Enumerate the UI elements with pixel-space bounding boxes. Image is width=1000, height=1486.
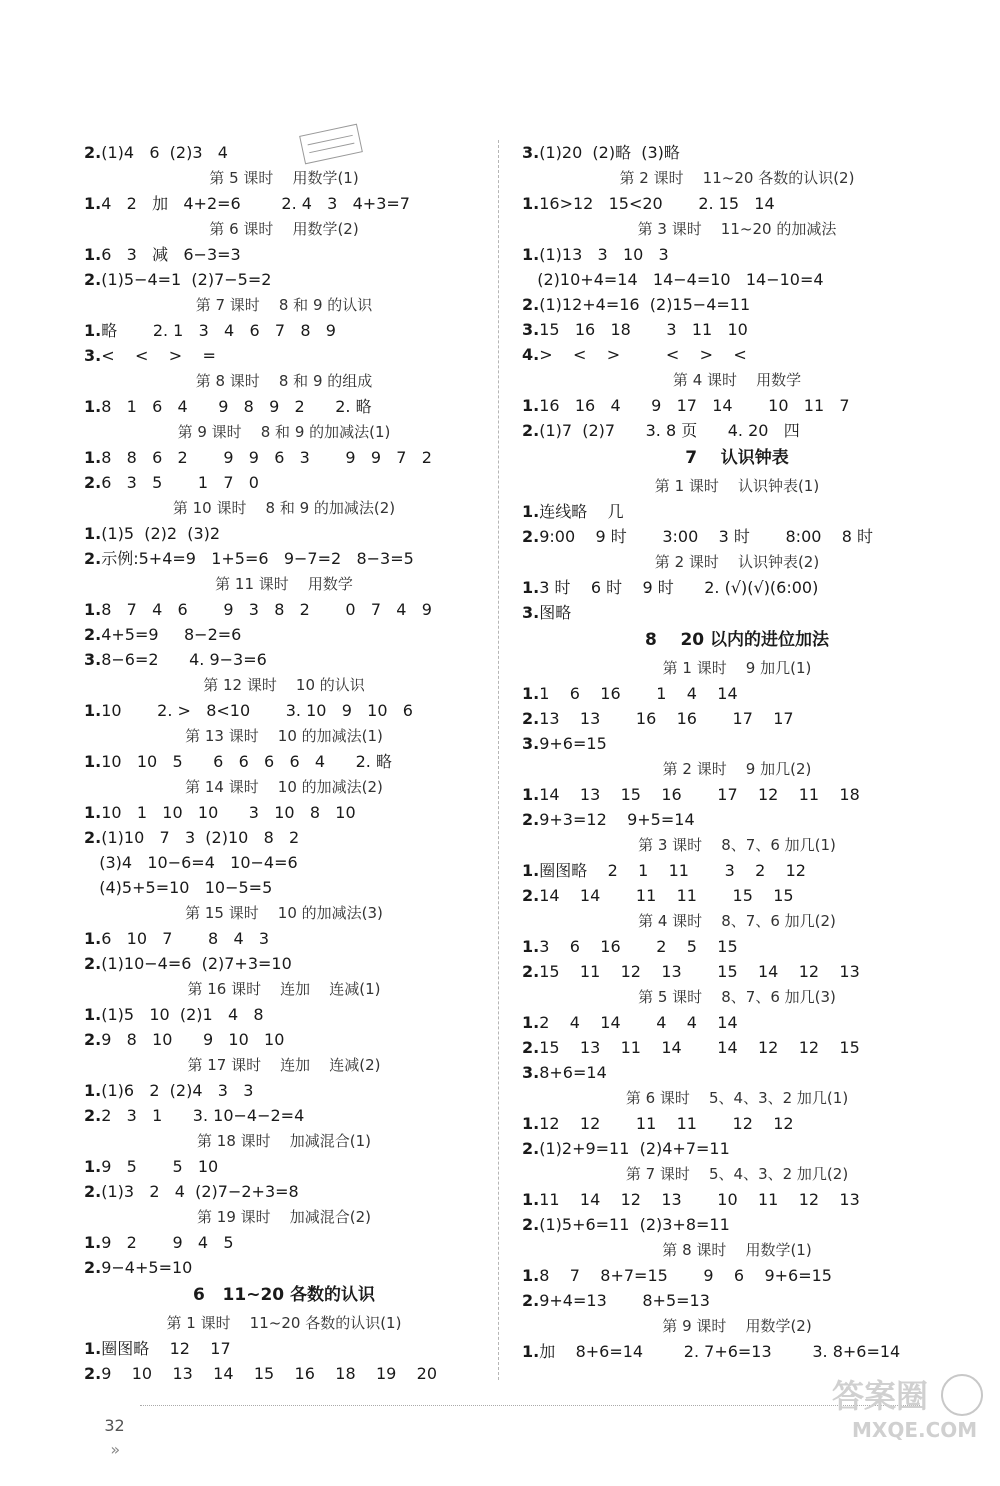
answer-line [522,782,952,807]
answer-text: 9+3=12 9+5=14 [539,810,695,829]
answer-line [522,1339,952,1364]
question-number: 2. [522,527,540,546]
answer-line [522,858,952,883]
lesson-heading: 第 5 课时 8、7、6 加几(3) [638,988,836,1006]
footer-dotted-rule [140,1405,920,1406]
answer-line [84,597,484,622]
answer-line [522,267,952,292]
lesson-heading: 第 9 课时 用数学(2) [662,1317,812,1335]
answer-text: 9:00 9 时 3:00 3 时 8:00 8 时 [539,527,874,546]
question-number: 2. [522,962,540,981]
question-number: 1. [522,1190,540,1209]
answer-line [522,242,952,267]
answer-line [522,292,952,317]
answer-line [522,807,952,832]
answer-text: 16>12 15<20 2. 15 14 [539,194,775,213]
lesson-heading: 第 1 课时 11~20 各数的认识(1) [166,1314,402,1332]
answer-text: 2 4 14 4 4 14 [539,1013,738,1032]
question-number: 1. [522,245,540,264]
answer-text: 2 3 1 3. 10−4−2=4 [101,1106,305,1125]
unit-heading: 7 认识钟表 [685,448,789,468]
answer-line [84,318,484,343]
lesson-heading: 第 1 课时 认识钟表(1) [654,477,820,495]
answer-text: (1)20 (2)略 (3)略 [539,143,680,162]
answer-text: 加 8+6=14 2. 7+6=13 3. 8+6=14 [539,1342,901,1361]
answer-line [84,191,484,216]
question-number: 2. [84,1106,102,1125]
answer-line [84,546,484,571]
answer-line [84,267,484,292]
answer-text: 11 14 12 13 10 11 12 13 [539,1190,860,1209]
answer-line [522,1010,952,1035]
answer-line [522,575,952,600]
lesson-heading: 第 17 课时 连加 连减(2) [187,1056,381,1074]
lesson-heading: 第 9 课时 8 和 9 的加减法(1) [177,423,391,441]
question-number: 1. [522,502,540,521]
question-number: 1. [522,1342,540,1361]
answer-text: 16 16 4 9 17 14 10 11 7 [539,396,850,415]
answer-line [84,698,484,723]
lesson-heading: 第 11 课时 用数学 [215,575,353,593]
question-number: 1. [522,1266,540,1285]
question-number: 2. [522,709,540,728]
lesson-heading: 第 8 课时 用数学(1) [662,1241,812,1259]
answer-line [522,1187,952,1212]
question-number: 2. [522,810,540,829]
answer-line [522,1111,952,1136]
question-number: 2. [522,421,540,440]
question-number: 1. [84,1157,102,1176]
lesson-heading: 第 8 课时 8 和 9 的组成 [195,372,373,390]
question-number: 2. [84,1364,102,1383]
answer-line [522,600,952,625]
answer-line [84,394,484,419]
question-number: 2. [84,828,102,847]
page-number: 32 [104,1416,125,1435]
answer-line [522,1212,952,1237]
unit-heading: 8 20 以内的进位加法 [644,630,830,650]
question-number: 1. [84,929,102,948]
answer-line [84,1336,484,1361]
question-number: 2. [84,1182,102,1201]
column-divider [498,140,499,1380]
question-number: 1. [522,1013,540,1032]
answer-line [522,418,952,443]
answer-line [84,825,484,850]
question-number: 3. [522,1063,540,1082]
answer-text: 圈图略 12 17 [101,1339,231,1358]
answer-text: 9−4+5=10 [101,1258,193,1277]
question-number: 1. [84,803,102,822]
lesson-heading: 第 7 课时 8 和 9 的认识 [195,296,373,314]
lesson-heading: 第 15 课时 10 的加减法(3) [185,904,383,922]
answer-text: 8 1 6 4 9 8 9 2 2. 略 [101,397,372,416]
answer-text: 8 7 8+7=15 9 6 9+6=15 [539,1266,832,1285]
answer-text: (3)4 10−6=4 10−4=6 [84,853,298,872]
answer-text: 10 1 10 10 3 10 8 10 [101,803,356,822]
answer-text: 连线略 几 [539,502,624,521]
lesson-heading: 第 12 课时 10 的认识 [203,676,365,694]
question-number: 3. [84,650,102,669]
answer-text: 15 13 11 14 14 12 12 15 [539,1038,860,1057]
answer-text: 13 13 16 16 17 17 [539,709,794,728]
answer-line [522,524,952,549]
answer-text: 图略 [539,603,572,622]
question-number: 1. [84,600,102,619]
answer-line [522,317,952,342]
question-number: 2. [522,886,540,905]
answer-line [522,681,952,706]
answer-text: (1)13 3 10 3 [539,245,669,264]
answer-line [84,1255,484,1280]
answer-text: 4+5=9 8−2=6 [101,625,242,644]
lesson-heading: 第 6 课时 用数学(2) [209,220,359,238]
answer-line [522,959,952,984]
answer-line [84,521,484,546]
answer-line [84,1027,484,1052]
answer-text: 9 10 13 14 15 16 18 19 20 [101,1364,438,1383]
answer-line [84,926,484,951]
question-number: 2. [84,1258,102,1277]
answer-line [84,343,484,368]
lesson-heading: 第 7 课时 5、4、3、2 加几(2) [625,1165,849,1183]
answer-text: 12 12 11 11 12 12 [539,1114,794,1133]
answer-text: (1)10−4=6 (2)7+3=10 [101,954,292,973]
answer-line [84,749,484,774]
question-number: 1. [522,396,540,415]
lesson-heading: 第 2 课时 9 加几(2) [662,760,812,778]
answer-text: 3 6 16 2 5 15 [539,937,738,956]
answer-text: 14 13 15 16 17 12 11 18 [539,785,860,804]
answer-text: (1)4 6 (2)3 4 [101,143,228,162]
answer-text: (1)7 (2)7 3. 8 页 4. 20 四 [539,421,800,440]
answer-text: 3 时 6 时 9 时 2. (√)(√)(6:00) [539,578,819,597]
answer-text: 8 8 6 2 9 9 6 3 9 9 7 2 [101,448,432,467]
question-number: 1. [522,1114,540,1133]
question-number: 1. [522,578,540,597]
answer-text: (1)12+4=16 (2)15−4=11 [539,295,751,314]
left-column [84,140,484,1386]
lesson-heading: 第 2 课时 认识钟表(2) [654,553,820,571]
lesson-heading: 第 6 课时 5、4、3、2 加几(1) [625,1089,849,1107]
answer-text: 8+6=14 [539,1063,607,1082]
answer-text: > < > < > < [539,345,747,364]
question-number: 1. [84,1339,102,1358]
answer-text: (1)5+6=11 (2)3+8=11 [539,1215,730,1234]
answer-text: 10 10 5 6 6 6 6 4 2. 略 [101,752,392,771]
question-number: 2. [522,295,540,314]
question-number: 4. [522,345,540,364]
question-number: 2. [84,549,102,568]
answer-text: (1)3 2 4 (2)7−2+3=8 [101,1182,299,1201]
lesson-heading: 第 1 课时 9 加几(1) [662,659,812,677]
question-number: 2. [522,1215,540,1234]
question-number: 1. [522,684,540,703]
answer-line [84,800,484,825]
answer-text: 4 2 加 4+2=6 2. 4 3 4+3=7 [101,194,410,213]
question-number: 2. [84,270,102,289]
answer-text: 14 14 11 11 15 15 [539,886,794,905]
question-number: 2. [84,473,102,492]
answer-line [84,951,484,976]
question-number: 3. [84,346,102,365]
lesson-heading: 第 19 课时 加减混合(2) [197,1208,371,1226]
answer-line [84,470,484,495]
question-number: 1. [522,861,540,880]
answer-line [84,850,484,875]
page-footer [84,1390,125,1459]
answer-text: 9 5 5 10 [101,1157,219,1176]
question-number: 1. [84,448,102,467]
lesson-heading: 第 4 课时 8、7、6 加几(2) [638,912,836,930]
answer-text: 6 3 减 6−3=3 [101,245,241,264]
svg-text:答案圈: 答案圈 [832,1377,929,1415]
answer-line [84,242,484,267]
answer-line [84,1078,484,1103]
question-number: 3. [522,603,540,622]
answer-text: (1)6 2 (2)4 3 3 [101,1081,254,1100]
chevron-right-icon: » [110,1440,121,1459]
answer-line [522,1060,952,1085]
answer-line [522,191,952,216]
answer-text: 9+6=15 [539,734,607,753]
lesson-heading: 第 16 课时 连加 连减(1) [187,980,381,998]
answer-text: (1)5 (2)2 (3)2 [101,524,221,543]
lesson-heading: 第 3 课时 8、7、6 加几(1) [638,836,836,854]
question-number: 2. [522,1038,540,1057]
question-number: 1. [84,321,102,340]
answer-text: 8 7 4 6 9 3 8 2 0 7 4 9 [101,600,432,619]
answer-text: 15 16 18 3 11 10 [539,320,748,339]
answer-line [522,883,952,908]
lesson-heading: 第 3 课时 11~20 的加减法 [637,220,837,238]
answer-text: 6 10 7 8 4 3 [101,929,270,948]
question-number: 1. [84,1233,102,1252]
answer-line [84,445,484,470]
answer-text: (4)5+5=10 10−5=5 [84,878,273,897]
answer-text: 10 2. > 8<10 3. 10 9 10 6 [101,701,413,720]
lesson-heading: 第 2 课时 11~20 各数的认识(2) [619,169,855,187]
question-number: 1. [84,524,102,543]
answer-line [84,140,484,165]
answer-line [522,140,952,165]
answer-text: 圈图略 2 1 11 3 2 12 [539,861,806,880]
question-number: 1. [84,245,102,264]
question-number: 1. [522,785,540,804]
answer-line [522,1263,952,1288]
answer-text: 9 2 9 4 5 [101,1233,234,1252]
watermark-logo [822,1365,994,1445]
question-number: 1. [84,194,102,213]
lesson-heading: 第 13 课时 10 的加减法(1) [185,727,383,745]
answer-text: (1)10 7 3 (2)10 8 2 [101,828,300,847]
unit-heading: 6 11~20 各数的认识 [192,1285,376,1305]
question-number: 3. [522,734,540,753]
answer-line [522,1035,952,1060]
question-number: 3. [522,320,540,339]
lesson-heading: 第 4 课时 用数学 [672,371,802,389]
answer-line [84,875,484,900]
question-number: 1. [522,937,540,956]
answer-text: 8−6=2 4. 9−3=6 [101,650,267,669]
answer-line [522,499,952,524]
question-number: 2. [84,143,102,162]
answer-text: (2)10+4=14 14−4=10 14−10=4 [522,270,824,289]
question-number: 2. [522,1291,540,1310]
lesson-heading: 第 10 课时 8 和 9 的加减法(2) [172,499,396,517]
question-number: 2. [84,954,102,973]
answer-line [84,647,484,672]
answer-text: 略 2. 1 3 4 6 7 8 9 [101,321,336,340]
answer-line [84,1002,484,1027]
lesson-heading: 第 18 课时 加减混合(1) [197,1132,371,1150]
lesson-heading: 第 14 课时 10 的加减法(2) [185,778,383,796]
answer-line [522,934,952,959]
answer-line [522,342,952,367]
answer-line [84,1103,484,1128]
answer-text: (1)2+9=11 (2)4+7=11 [539,1139,730,1158]
answer-text: (1)5 10 (2)1 4 8 [101,1005,264,1024]
answer-line [522,1288,952,1313]
answer-text: 示例:5+4=9 1+5=6 9−7=2 8−3=5 [101,549,414,568]
answer-text: 1 6 16 1 4 14 [539,684,738,703]
answer-line [522,731,952,756]
right-column [522,140,952,1364]
question-number: 2. [522,1139,540,1158]
answer-line [522,1136,952,1161]
answer-line [84,1154,484,1179]
answer-text: 15 11 12 13 15 14 12 13 [539,962,860,981]
svg-text:MXQE.COM: MXQE.COM [852,1418,978,1442]
answer-line [84,622,484,647]
question-number: 3. [522,143,540,162]
question-number: 1. [522,194,540,213]
answer-text: 6 3 5 1 7 0 [101,473,259,492]
question-number: 1. [84,397,102,416]
answer-line [522,706,952,731]
answer-line [84,1179,484,1204]
answer-line [84,1361,484,1386]
question-number: 2. [84,625,102,644]
answer-text: < < > = [101,346,216,365]
lesson-heading: 第 5 课时 用数学(1) [209,169,359,187]
answer-text: (1)5−4=1 (2)7−5=2 [101,270,272,289]
answer-text: 9+4=13 8+5=13 [539,1291,710,1310]
question-number: 1. [84,1081,102,1100]
answer-text: 9 8 10 9 10 10 [101,1030,285,1049]
answer-line [522,393,952,418]
question-number: 1. [84,701,102,720]
question-number: 1. [84,1005,102,1024]
question-number: 2. [84,1030,102,1049]
question-number: 1. [84,752,102,771]
answer-line [84,1230,484,1255]
